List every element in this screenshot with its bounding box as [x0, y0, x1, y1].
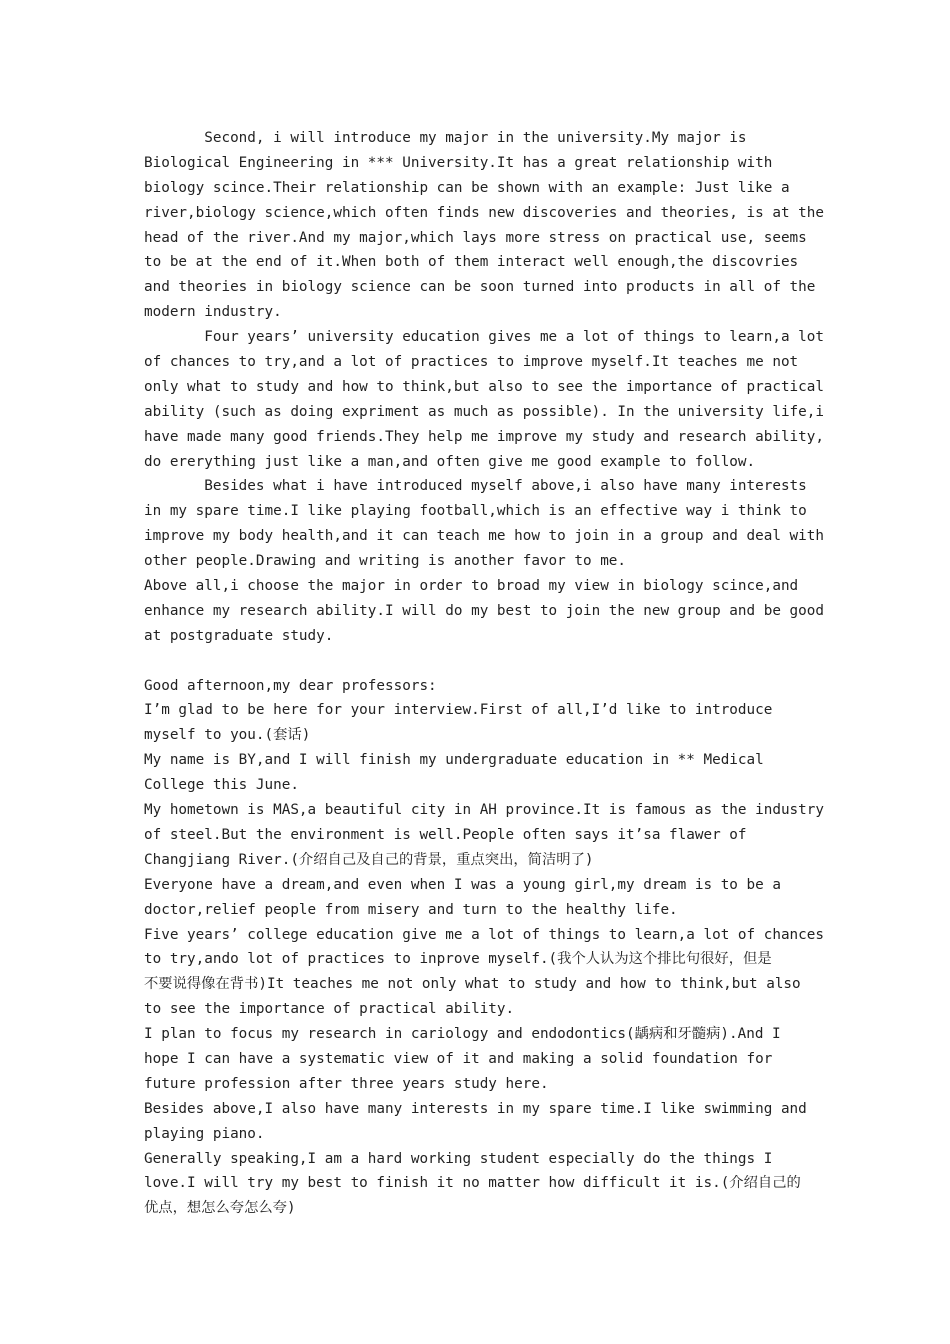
text-line: to be at the end of it.When both of them interact well enough,the discovries	[144, 254, 799, 271]
text-line: hope I can have a systematic view of it and making a solid foundation for	[144, 1050, 773, 1067]
text-line: of steel.But the environment is well.People often says it’sa flawer of	[144, 826, 747, 843]
text-line: of chances to try,and a lot of practices to improve myself.It teaches me not	[144, 354, 799, 371]
text-line: in my spare time.I like playing football,which is an effective way i think to	[144, 503, 807, 520]
text-line: river,biology science,which often finds new discoveries and theories, is at the	[144, 204, 824, 221]
text-line: Everyone have a dream,and even when I was a young girl,my dream is to be a	[144, 876, 781, 893]
text-line: do ererything just like a man,and often give me good example to follow.	[144, 453, 756, 470]
text-line: enhance my research ability.I will do my best to join the new group and be good	[144, 602, 824, 619]
text-line: Besides what i have introduced myself above,i also have many interests	[144, 478, 807, 495]
text-line: Changjiang River.(介绍自己及自己的背景，重点突出，简洁明了)	[144, 851, 594, 868]
text-line: I plan to focus my research in cariology and endodontics(龋病和牙髓病).And I	[144, 1026, 781, 1043]
text-line: Above all,i choose the major in order to broad my view in biology scince,and	[144, 578, 799, 595]
text-line: head of the river.And my major,which lays more stress on practical use, seems	[144, 229, 807, 246]
blank-line	[144, 649, 808, 674]
text-line: myself to you.(套话)	[144, 727, 311, 744]
text-line: and theories in biology science can be soon turned into products in all of the	[144, 279, 816, 296]
text-line: to try,ando lot of practices to inprove myself.(我个人认为这个排比句很好，但是	[144, 951, 772, 968]
text-line: Generally speaking,I am a hard working student especially do the things I	[144, 1150, 773, 1167]
text-line: Four years’ university education gives me a lot of things to learn,a lot	[144, 329, 824, 346]
text-line: College this June.	[144, 777, 299, 794]
text-line: biology scince.Their relationship can be shown with an example: Just like a	[144, 179, 790, 196]
text-line: My name is BY,and I will finish my undergraduate education in ** Medical	[144, 752, 764, 769]
text-line: My hometown is MAS,a beautiful city in AH province.It is famous as the industry	[144, 802, 824, 819]
text-line: modern industry.	[144, 304, 282, 321]
text-line: love.I will try my best to finish it no matter how difficult it is.(介绍自己的	[144, 1175, 801, 1192]
text-line: Second, i will introduce my major in the university.My major is	[144, 130, 747, 146]
text-line: only what to study and how to think,but also to see the importance of practical	[144, 378, 824, 395]
text-line: Biological Engineering in *** University.It has a great relationship with	[144, 154, 773, 171]
text-line: playing piano.	[144, 1125, 265, 1142]
text-line: I’m glad to be here for your interview.First of all,I’d like to introduce	[144, 702, 773, 719]
text-line: future profession after three years study here.	[144, 1075, 549, 1092]
document-text	[144, 126, 824, 1221]
text-line: at postgraduate study.	[144, 627, 334, 644]
text-line: other people.Drawing and writing is another favor to me.	[144, 553, 627, 570]
text-line: doctor,relief people from misery and turn to the healthy life.	[144, 901, 678, 918]
text-line: Good afternoon,my dear professors:	[144, 677, 437, 694]
text-line: Besides above,I also have many interests in my spare time.I like swimming and	[144, 1100, 807, 1117]
text-line: improve my body health,and it can teach me how to join in a group and deal with	[144, 528, 824, 545]
text-line: ability (such as doing expriment as much as possible). In the university life,i	[144, 403, 824, 420]
text-line: 不要说得像在背书)It teaches me not only what to study and how to think,but also	[144, 976, 801, 993]
text-line: 优点，想怎么夸怎么夸)	[144, 1200, 296, 1217]
text-line: Five years’ college education give me a lot of things to learn,a lot of chances	[144, 926, 824, 943]
text-line: have made many good friends.They help me improve my study and research ability,	[144, 428, 824, 445]
text-line: to see the importance of practical ability.	[144, 1001, 515, 1018]
